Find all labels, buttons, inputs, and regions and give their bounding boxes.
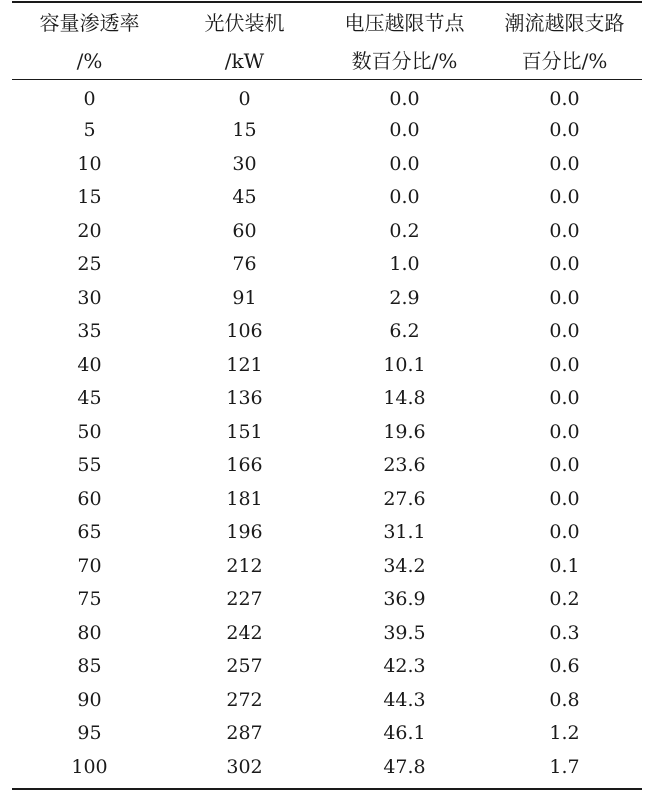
cell-pv-capacity: 0 <box>238 88 251 110</box>
table-row <box>12 114 642 148</box>
cell-flow-violation: 0.0 <box>549 186 580 208</box>
cell-penetration-rate: 35 <box>77 320 102 342</box>
cell-penetration-rate: 70 <box>77 554 102 577</box>
table-row <box>12 617 642 651</box>
cell-pv-capacity: 121 <box>226 353 263 376</box>
table-row <box>12 282 642 316</box>
cell-pv-capacity: 196 <box>226 521 263 543</box>
table-bottom-rule <box>12 788 642 790</box>
cell-flow-violation: 0.0 <box>549 152 580 175</box>
table-row <box>12 416 642 450</box>
cell-voltage-violation: 1.0 <box>389 253 420 275</box>
table-row <box>12 148 642 182</box>
cell-penetration-rate: 95 <box>77 722 102 744</box>
cell-flow-violation: 0.8 <box>549 688 580 711</box>
cell-voltage-violation: 0.0 <box>389 152 420 175</box>
cell-penetration-rate: 80 <box>77 621 102 644</box>
cell-penetration-rate: 5 <box>83 119 96 141</box>
cell-flow-violation: 0.0 <box>549 286 580 309</box>
header-flow-violation: 潮流越限支路 <box>504 11 625 35</box>
table-row <box>12 583 642 617</box>
cell-pv-capacity: 136 <box>226 387 263 409</box>
header-row-1 <box>12 3 642 42</box>
cell-pv-capacity: 60 <box>232 219 257 242</box>
cell-pv-capacity: 15 <box>232 119 257 141</box>
cell-flow-violation: 0.0 <box>549 353 580 376</box>
cell-flow-violation: 0.6 <box>549 655 580 677</box>
table-row <box>12 751 642 785</box>
cell-penetration-rate: 30 <box>77 286 102 309</box>
cell-penetration-rate: 45 <box>77 387 102 409</box>
data-table <box>12 3 642 784</box>
cell-flow-violation: 0.0 <box>549 88 580 110</box>
cell-voltage-violation: 44.3 <box>383 688 426 711</box>
table-row <box>12 215 642 249</box>
table-row <box>12 483 642 517</box>
cell-flow-violation: 0.1 <box>549 554 580 577</box>
cell-penetration-rate: 85 <box>77 655 102 677</box>
cell-penetration-rate: 25 <box>77 253 102 275</box>
table-row <box>12 181 642 215</box>
cell-voltage-violation: 34.2 <box>383 554 426 577</box>
cell-penetration-rate: 60 <box>77 487 102 510</box>
table-row <box>12 717 642 751</box>
cell-voltage-violation: 19.6 <box>383 420 426 443</box>
cell-pv-capacity: 45 <box>232 186 257 208</box>
cell-flow-violation: 0.0 <box>549 454 580 476</box>
cell-flow-violation: 0.0 <box>549 487 580 510</box>
cell-penetration-rate: 55 <box>77 454 102 476</box>
header-pv-capacity: 光伏装机 <box>204 11 285 35</box>
cell-flow-violation: 0.0 <box>549 521 580 543</box>
table-row <box>12 248 642 282</box>
cell-voltage-violation: 2.9 <box>389 286 420 309</box>
cell-flow-violation: 0.2 <box>549 588 580 610</box>
cell-pv-capacity: 151 <box>226 420 263 443</box>
cell-penetration-rate: 65 <box>77 521 102 543</box>
cell-pv-capacity: 302 <box>226 755 263 778</box>
cell-flow-violation: 0.0 <box>549 253 580 275</box>
cell-pv-capacity: 91 <box>232 286 257 309</box>
cell-voltage-violation: 39.5 <box>383 621 426 644</box>
table-row <box>12 80 642 114</box>
cell-pv-capacity: 106 <box>226 320 263 342</box>
table-row <box>12 684 642 718</box>
cell-voltage-violation: 6.2 <box>389 320 420 342</box>
cell-voltage-violation: 27.6 <box>383 487 426 510</box>
header-pv-capacity-unit: /kW <box>224 49 265 73</box>
cell-pv-capacity: 257 <box>226 655 263 677</box>
cell-pv-capacity: 30 <box>232 152 257 175</box>
cell-penetration-rate: 50 <box>77 420 102 443</box>
cell-voltage-violation: 46.1 <box>383 722 426 744</box>
cell-penetration-rate: 100 <box>71 755 108 778</box>
table-row <box>12 315 642 349</box>
cell-penetration-rate: 20 <box>77 219 102 242</box>
cell-voltage-violation: 10.1 <box>383 353 426 376</box>
table-row <box>12 516 642 550</box>
cell-voltage-violation: 36.9 <box>383 588 426 610</box>
cell-flow-violation: 1.7 <box>549 755 580 778</box>
table-row <box>12 382 642 416</box>
cell-flow-violation: 0.0 <box>549 420 580 443</box>
cell-penetration-rate: 15 <box>77 186 102 208</box>
table-row <box>12 650 642 684</box>
table-body <box>12 80 642 784</box>
table-header <box>12 3 642 80</box>
table-row <box>12 349 642 383</box>
cell-penetration-rate: 75 <box>77 588 102 610</box>
cell-penetration-rate: 10 <box>77 152 102 175</box>
cell-voltage-violation: 31.1 <box>383 521 426 543</box>
header-voltage-violation-unit: 数百分比/% <box>351 49 458 73</box>
cell-penetration-rate: 0 <box>83 88 96 110</box>
cell-flow-violation: 0.0 <box>549 387 580 409</box>
table-row <box>12 449 642 483</box>
cell-pv-capacity: 287 <box>226 722 263 744</box>
cell-voltage-violation: 23.6 <box>383 454 426 476</box>
cell-pv-capacity: 181 <box>226 487 263 510</box>
cell-flow-violation: 0.0 <box>549 219 580 242</box>
cell-flow-violation: 0.0 <box>549 119 580 141</box>
cell-voltage-violation: 0.0 <box>389 119 420 141</box>
header-flow-violation-unit: 百分比/% <box>521 49 608 73</box>
cell-voltage-violation: 14.8 <box>383 387 426 409</box>
cell-flow-violation: 1.2 <box>549 722 580 744</box>
cell-voltage-violation: 0.2 <box>389 219 420 242</box>
cell-pv-capacity: 212 <box>226 554 263 577</box>
header-row-2 <box>12 42 642 80</box>
cell-pv-capacity: 227 <box>226 588 263 610</box>
table-row <box>12 550 642 584</box>
cell-flow-violation: 0.3 <box>549 621 580 644</box>
cell-pv-capacity: 166 <box>226 454 263 476</box>
header-penetration-rate-unit: /% <box>76 49 103 73</box>
cell-pv-capacity: 76 <box>232 253 257 275</box>
cell-voltage-violation: 0.0 <box>389 186 420 208</box>
cell-penetration-rate: 90 <box>77 688 102 711</box>
header-penetration-rate: 容量渗透率 <box>39 11 140 35</box>
cell-voltage-violation: 42.3 <box>383 655 426 677</box>
cell-voltage-violation: 47.8 <box>383 755 426 778</box>
cell-voltage-violation: 0.0 <box>389 88 420 110</box>
cell-penetration-rate: 40 <box>77 353 102 376</box>
header-voltage-violation: 电压越限节点 <box>344 11 465 35</box>
cell-pv-capacity: 272 <box>226 688 263 711</box>
cell-pv-capacity: 242 <box>226 621 263 644</box>
cell-flow-violation: 0.0 <box>549 320 580 342</box>
